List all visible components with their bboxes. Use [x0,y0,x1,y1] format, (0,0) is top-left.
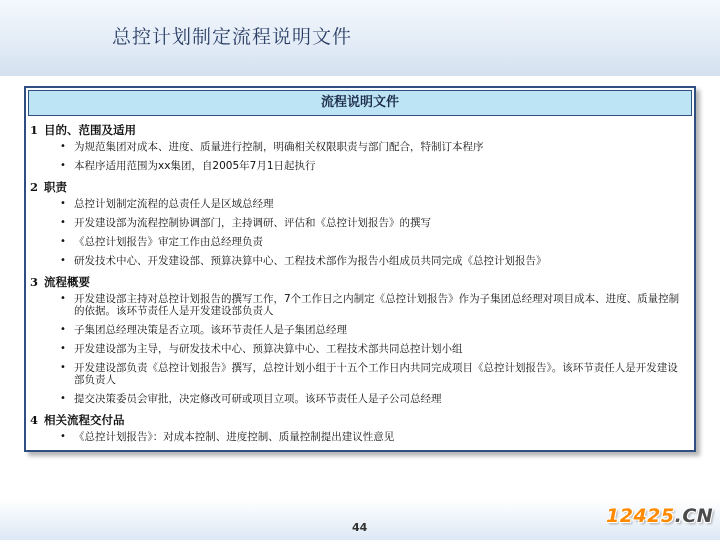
item-text: 子集团总经理决策是否立项。该环节责任人是子集团总经理 [74,324,347,336]
list-item [60,362,684,386]
item-text: 研发技术中心、开发建设部、预算决算中心、工程技术部作为报告小组成员共同完成《总控计划报告》 [74,255,547,267]
item-list [30,293,684,405]
bullet-icon: • [60,343,66,354]
bullet-icon: • [60,217,66,228]
list-item [60,324,684,336]
page-number: 44 [352,521,368,534]
item-text: 《总控计划报告》审定工作由总经理负责 [74,236,263,248]
bullet-icon: • [60,431,66,442]
section-title: 流程概要 [44,275,90,289]
item-text: 本程序适用范围为xx集团，自2005年7月1日起执行 [74,160,316,172]
slide-title: 总控计划制定流程说明文件 [112,26,353,48]
section-number: 1 [30,123,39,137]
title-band [0,0,720,76]
section-title: 目的、范围及适用 [44,123,136,137]
bullet-icon: • [60,198,66,209]
bullet-icon: • [60,362,66,373]
bullet-icon: • [60,160,66,171]
section-title: 职责 [44,180,67,194]
section-heading [30,179,684,195]
list-item [60,198,684,210]
site-watermark-logo [606,505,713,527]
section-heading [30,412,684,428]
bullet-icon: • [60,236,66,247]
panel-header: 流程说明文件 [28,90,692,116]
list-item [60,343,684,355]
list-item [60,393,684,405]
list-item [60,217,684,229]
item-text: 为规范集团对成本、进度、质量进行控制，明确相关权限职责与部门配合，特制订本程序 [74,141,484,153]
document-panel [24,86,696,452]
section-heading [30,122,684,138]
bullet-icon: • [60,293,66,304]
bullet-icon: • [60,393,66,404]
section-process-overview [30,274,684,405]
section-purpose [30,122,684,172]
item-text: 开发建设部为主导，与研发技术中心、预算决算中心、工程技术部共同总控计划小组 [74,343,463,355]
section-number: 4 [30,413,39,427]
list-item [60,293,684,317]
bullet-icon: • [60,255,66,266]
item-text: 《总控计划报告》：对成本控制、进度控制、质量控制提出建议性意见 [74,431,395,443]
watermark-suffix: CN [682,505,714,527]
item-text: 开发建设部主持对总控计划报告的撰写工作，7个工作日之内制定《总控计划报告》作为子集团总经理对项目成本、进度、质量控制的依据。该环节责任人是开发建设部负责人 [74,293,680,317]
list-item [60,141,684,153]
item-text: 开发建设部负责《总控计划报告》撰写，总控计划小组于十五个工作日内共同完成项目《总控计划报告》。该环节责任人是开发建设部负责人 [74,362,678,386]
item-list [30,431,684,443]
list-item [60,255,684,267]
item-text: 开发建设部为流程控制协调部门，主持调研、评估和《总控计划报告》的撰写 [74,217,431,229]
section-heading [30,274,684,290]
section-number: 2 [30,180,39,194]
section-responsibilities [30,179,684,267]
bullet-icon: • [60,324,66,335]
watermark-main: 12425 [606,505,675,527]
list-item [60,236,684,248]
item-list [30,141,684,172]
item-list [30,198,684,267]
item-text: 提交决策委员会审批，决定修改可研或项目立项。该环节责任人是子公司总经理 [74,393,442,405]
list-item [60,160,684,172]
item-text: 总控计划制定流程的总责任人是区域总经理 [74,198,274,210]
section-title: 相关流程交付品 [44,413,125,427]
list-item [60,431,684,443]
section-number: 3 [30,275,39,289]
section-deliverables [30,412,684,443]
bullet-icon: • [60,141,66,152]
panel-body [26,118,694,443]
watermark-dot: . [674,505,683,527]
